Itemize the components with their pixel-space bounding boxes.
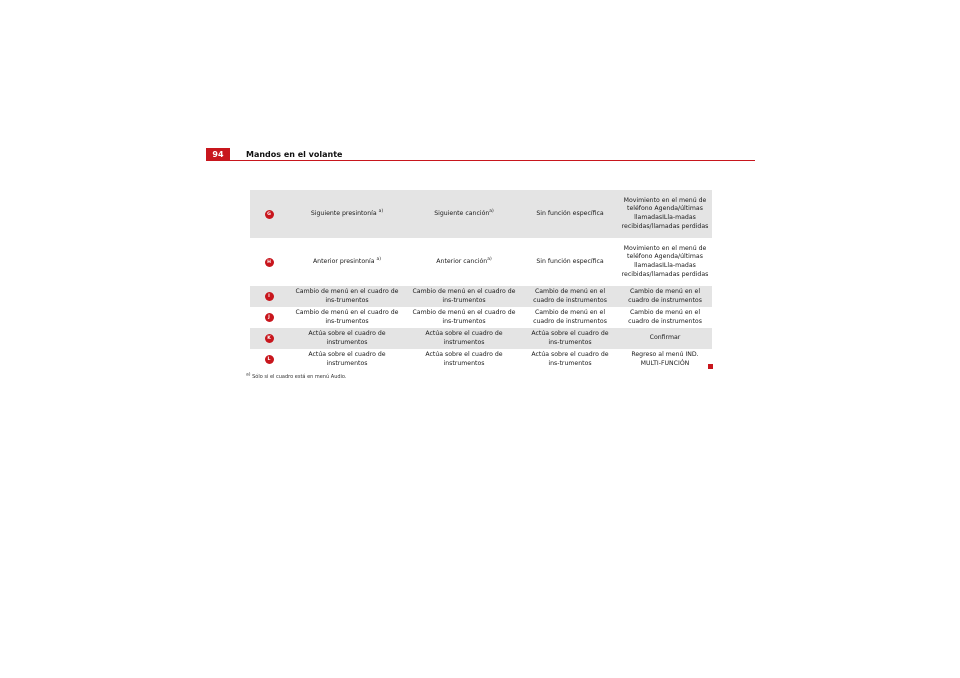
table-row — [250, 190, 712, 238]
table-cell: Cambio de menú en el cuadro de ins-trumentos — [295, 287, 399, 304]
table-cell: Sin función específica — [536, 257, 604, 265]
page-header — [206, 148, 755, 161]
table-cell: Actúa sobre el cuadro de instrumentos — [308, 329, 386, 346]
table-cell: Actúa sobre el cuadro de instrumentos — [425, 329, 503, 346]
table-cell: Cambio de menú en el cuadro de ins-trumentos — [295, 308, 399, 325]
table-cell: Confirmar — [649, 334, 681, 342]
table-row — [250, 307, 712, 328]
table-cell: Cambio de menú en el cuadro de ins-trumentos — [412, 308, 516, 325]
footnote — [246, 374, 346, 380]
table-cell: Cambio de menú en el cuadro de instrumentos — [628, 308, 702, 325]
table-cell: Cambio de menú en el cuadro de instrumentos — [533, 287, 607, 304]
row-label-badge: K — [265, 334, 274, 343]
table-cell: Cambio de menú en el cuadro de ins-trumentos — [412, 287, 516, 304]
table-cell: Movimiento en el menú de teléfono Agenda/últimas llamadasILla-madas recibidas/llamadas perdidas — [621, 244, 709, 278]
section-title: Mandos en el volante — [246, 150, 343, 159]
table-cell: Movimiento en el menú de teléfono Agenda/últimas llamadasILla-madas recibidas/llamadas perdidas — [621, 196, 709, 230]
end-of-section-marker — [708, 364, 713, 369]
table-cell: Cambio de menú en el cuadro de instrumentos — [628, 287, 702, 304]
table-cell: Sin función específica — [536, 209, 604, 217]
function-table — [250, 190, 712, 370]
table-row — [250, 349, 712, 370]
table-cell: Actúa sobre el cuadro de instrumentos — [425, 350, 503, 367]
table-cell: Actúa sobre el cuadro de ins-trumentos — [531, 329, 609, 346]
table-cell: Siguiente canción$^{a)}$ — [434, 208, 494, 217]
table-row — [250, 328, 712, 349]
row-label-badge: J — [265, 313, 274, 322]
header-divider — [206, 160, 755, 161]
table-cell: Actúa sobre el cuadro de ins-trumentos — [531, 350, 609, 367]
row-label-badge: I — [265, 292, 274, 301]
footnote-marker: a) — [246, 372, 251, 378]
table-cell: Anterior canción$^{a)}$ — [436, 256, 492, 265]
table-row — [250, 238, 712, 286]
table-cell: Siguiente presintonía $^{a)}$ — [310, 208, 384, 217]
footnote-text: Sólo si el cuadro está en menú Audio. — [252, 374, 347, 380]
row-label-badge: G — [265, 210, 274, 219]
table-cell: Anterior presintonía $^{a)}$ — [312, 256, 382, 265]
row-label-badge: L — [265, 355, 274, 364]
table-row — [250, 286, 712, 307]
page-number: 94 — [206, 148, 230, 161]
table-cell: Regreso al menú IND. MULTI-FUNCIÓN — [631, 350, 699, 367]
table-cell: Cambio de menú en el cuadro de instrumentos — [533, 308, 607, 325]
table-cell: Actúa sobre el cuadro de instrumentos — [308, 350, 386, 367]
row-label-badge: H — [265, 258, 274, 267]
